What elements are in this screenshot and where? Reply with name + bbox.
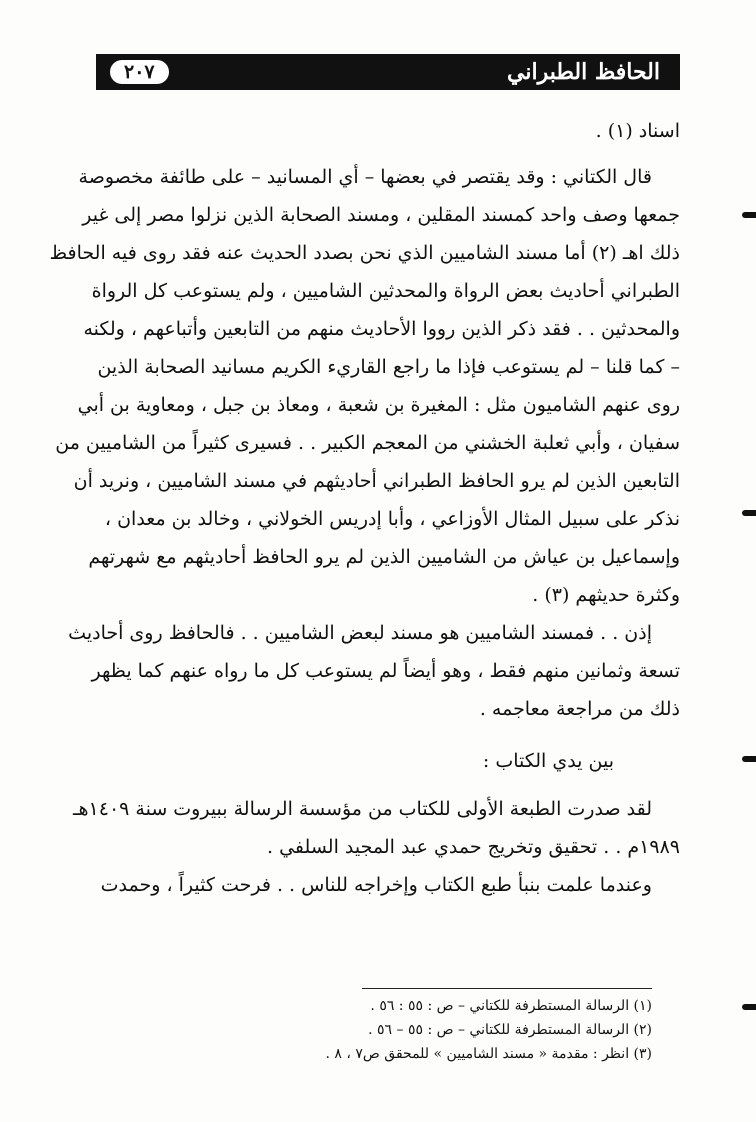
section-heading: بين يدي الكتاب : bbox=[482, 750, 614, 772]
header-title: الحافظ الطبراني bbox=[507, 59, 660, 85]
body-line: جمعها وصف واحد كمسند المقلين ، ومسند الصحابة الذين نزلوا مصر إلى غير bbox=[82, 204, 680, 226]
body-line: الطبراني أحاديث بعض الرواة والمحدثين الشاميين ، ولم يستوعب كل الرواة bbox=[91, 280, 680, 302]
page-edge-mark bbox=[742, 510, 756, 516]
footnote: (٣) انظر : مقدمة « مسند الشاميين » للمحقق ص٧ ، ٨ . bbox=[325, 1046, 652, 1062]
body-line: اسناد (١) . bbox=[595, 120, 680, 142]
body-line: لقد صدرت الطبعة الأولى للكتاب من مؤسسة الرسالة ببيروت سنة ١٤٠٩هـ bbox=[72, 798, 652, 820]
body-line: روى عنهم الشاميون مثل : المغيرة بن شعبة ، ومعاذ بن جبل ، ومعاوية بن أبي bbox=[77, 394, 680, 416]
body-line: سفيان ، وأبي ثعلبة الخشني من المعجم الكبير . . فسيرى كثيراً من الشاميين من bbox=[55, 432, 680, 454]
footnotes bbox=[96, 994, 652, 1066]
body-line: ذلك من مراجعة معاجمه . bbox=[479, 698, 680, 720]
body-line: وإسماعيل بن عياش من الشاميين الذين لم يرو الحافظ أحاديثهم مع شهرتهم bbox=[88, 546, 680, 568]
body-line: إذن . . فمسند الشاميين هو مسند لبعض الشاميين . . فالحافظ روى أحاديث bbox=[68, 622, 652, 644]
page-number: ٢٠٧ bbox=[110, 60, 169, 84]
footnote: (٢) الرسالة المستطرفة للكتاني – ص : ٥٥ – ٥٦ . bbox=[368, 1022, 652, 1038]
body-line: ١٩٨٩م . . تحقيق وتخريج حمدي عبد المجيد السلفي . bbox=[267, 836, 680, 858]
body-line: قال الكتاني : وقد يقتصر في بعضها – أي المسانيد – على طائفة مخصوصة bbox=[78, 166, 652, 188]
body-line: – كما قلنا – لم يستوعب فإذا ما راجع القاريء الكريم مسانيد الصحابة الذين bbox=[97, 356, 680, 378]
footnote-divider bbox=[362, 988, 652, 989]
body-line: والمحدثين . . فقد ذكر الذين رووا الأحاديث منهم من التابعين وأتباعهم ، ولكنه bbox=[83, 318, 680, 340]
body-line: وعندما علمت بنبأ طبع الكتاب وإخراجه للناس . . فرحت كثيراً ، وحمدت bbox=[100, 874, 652, 896]
footnote: (١) الرسالة المستطرفة للكتاني – ص : ٥٥ : ٥٦ . bbox=[370, 998, 652, 1014]
page-edge-mark bbox=[742, 756, 756, 762]
body-line: التابعين الذين لم يرو الحافظ الطبراني أحاديثهم في مسند الشاميين ، ونريد أن bbox=[73, 470, 680, 492]
page-edge-mark bbox=[742, 1004, 756, 1010]
body-line: ذلك اهـ (٢) أما مسند الشاميين الذي نحن بصدد الحديث عنه فقد روى فيه الحافظ bbox=[49, 242, 680, 264]
body-line: تسعة وثمانين منهم فقط ، وهو أيضاً لم يستوعب كل ما رواه عنهم كما يظهر bbox=[91, 660, 680, 682]
body-line: وكثرة حديثهم (٣) . bbox=[532, 584, 680, 606]
body-line: نذكر على سبيل المثال الأوزاعي ، وأبا إدريس الخولاني ، وخالد بن معدان ، bbox=[104, 508, 680, 530]
running-header bbox=[96, 54, 680, 90]
page-edge-mark bbox=[742, 212, 756, 218]
body-text bbox=[49, 112, 680, 904]
